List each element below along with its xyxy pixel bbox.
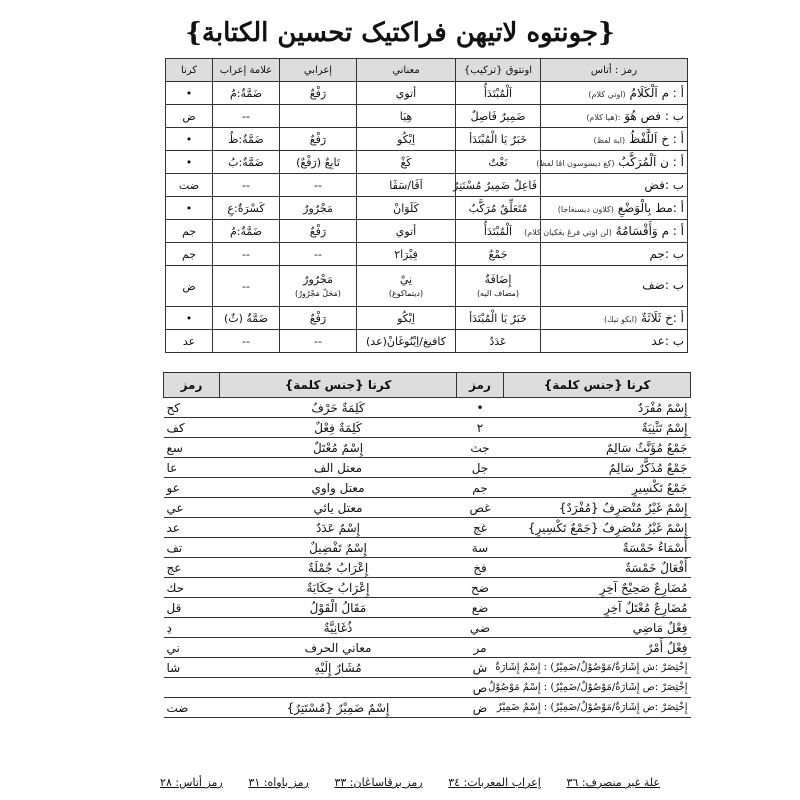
legend-table <box>163 372 691 718</box>
legend-row <box>164 658 691 678</box>
legend-name-b: إِسْمٌ عَدَدٌ <box>220 518 457 538</box>
karana-cell: عد <box>166 330 213 353</box>
legend-name-b: كَلِمَةٌ حَرْفٌ <box>220 398 457 418</box>
karana-cell: جم <box>166 220 213 243</box>
legend-name-a: جَمْعٌ مُؤَنَّثٌ سَالِمٌ <box>504 438 691 458</box>
irab-text: -- <box>314 178 322 192</box>
legend-symbol-a: جل <box>457 458 504 478</box>
mana-text: نِيْ <box>399 272 413 286</box>
legend-symbol-a: سة <box>457 538 504 558</box>
mana-text: اِيْكُو <box>397 132 415 146</box>
legend-symbol-a: ضي <box>457 618 504 638</box>
irab-text: مَجْرُورٌ <box>303 272 333 286</box>
legend-name-a: أَسْمَاءُ خَمْسَةٌ <box>504 538 691 558</box>
word-symbol: أ : خ <box>661 132 684 146</box>
footer-references <box>160 776 660 789</box>
header-karana: كرنا <box>166 59 213 82</box>
mana-cell <box>357 174 456 197</box>
word-cell <box>541 243 688 266</box>
legend-row <box>164 398 691 418</box>
legend-symbol-a: فخ <box>457 558 504 578</box>
tarkib-text: اَلْمُبْتَدَأُ <box>483 86 513 100</box>
irab-cell <box>280 151 357 174</box>
legend-name-a: مُضَارِعٌ صَحِيْحٌ آخِرٍ <box>504 578 691 598</box>
tarkib-cell <box>453 174 541 197</box>
alamah-cell: -- <box>213 105 280 128</box>
legend-name-a: مُضَارِعٌ مُعْتَلٌ آخِرٍ <box>504 598 691 618</box>
irab-text: تَابِعٌ (رَفْعٌ) <box>296 155 340 169</box>
mana-cell <box>357 266 456 307</box>
tarkib-cell <box>456 266 541 307</box>
word-cell <box>541 82 688 105</box>
analysis-row <box>166 330 688 353</box>
tarkib-text: عَدَدٌ <box>489 334 507 348</box>
word-text: بِالْوَضْعِ <box>617 201 652 215</box>
legend-name-a: جَمْعٌ مُذَكَّرٌ سَالِمٌ <box>504 458 691 478</box>
karana-cell: • <box>166 307 213 330</box>
alamah-cell: ضَمَّةٌ:بُ <box>213 151 280 174</box>
karana-cell: ض <box>166 266 213 307</box>
word-note: (كغ ديسوسون اڤا لفظ) <box>536 159 615 168</box>
mana-cell <box>357 307 456 330</box>
legend-name-a: إِسْمٌ تَثْنِيَةٌ <box>504 418 691 438</box>
tarkib-cell <box>456 330 541 353</box>
irab-text: رَفْعٌ <box>309 86 327 100</box>
analysis-row <box>166 243 688 266</box>
alamah-cell: -- <box>213 266 280 307</box>
word-note: (اوتي كلام) <box>588 90 626 99</box>
legend-symbol-a: جم <box>457 478 504 498</box>
legend-name-a: إِسْمٌ غَيْرُ مُنْصَرِفٌ {مُفْرَدٌ} <box>504 498 691 518</box>
legend-symbol-b: عي <box>164 498 220 518</box>
legend-note: إِخْتِصَرْ :ش إِشَارَةٌ/مَوْصُوْلٌ/ضَمِيْرٌ) : <box>543 662 688 673</box>
word-symbol: ب :عد <box>651 334 684 348</box>
word-text: اَلْكَلَامُ <box>629 86 658 100</box>
legend-row <box>164 558 691 578</box>
irab-cell <box>280 220 357 243</box>
mana-text: كَغْ <box>400 155 412 169</box>
analysis-table <box>165 58 688 353</box>
legend-row <box>164 538 691 558</box>
word-symbol: ب :جم <box>649 247 684 261</box>
legend-name-a <box>488 678 691 698</box>
tarkib-text: مُتَعَلِّقٌ مُرَكَّبٌ <box>468 201 528 215</box>
mana-cell <box>357 330 456 353</box>
legend-symbol-b: كح <box>164 398 220 418</box>
header-irab: إعرابي <box>280 59 357 82</box>
word-note: (ايكو تيڬ) <box>603 315 638 324</box>
legend-row <box>164 498 691 518</box>
legend-symbol-a: • <box>457 398 504 418</box>
analysis-row <box>166 105 688 128</box>
karana-cell: • <box>166 82 213 105</box>
legend-symbol-a: غج <box>457 518 504 538</box>
tarkib-cell <box>456 197 541 220</box>
footer-ref-murabat: إعراب المعربات: ٣٤ <box>448 776 541 789</box>
word-cell <box>541 197 688 220</box>
tarkib-cell <box>456 307 541 330</box>
legend-symbol-b: ضت <box>164 698 220 718</box>
word-cell <box>536 151 688 174</box>
legend-name-a: إِسْمٌ مُفْرَدٌ <box>504 398 691 418</box>
mana-cell <box>357 243 456 266</box>
word-note: (كلاون ديسنغاجا) <box>557 205 614 214</box>
header-symbol: رمز : أتاس <box>541 59 688 82</box>
tarkib-cell <box>456 82 541 105</box>
mana-cell <box>357 128 456 151</box>
legend-symbol-a: ضح <box>457 578 504 598</box>
word-note: (لن اوتي فرڠ بڠكيان كلام) <box>524 228 612 237</box>
legend-name-b: مُشَارٌ إِلَيْهِ <box>220 658 457 678</box>
tarkib-text: إِضَافَةٌ <box>484 272 512 286</box>
legend-row <box>164 578 691 598</box>
legend-symbol-a: ٢ <box>457 418 504 438</box>
legend-row <box>164 458 691 478</box>
legend-name-a-text: إِسْمٌ ضَمِيْرٌ <box>496 702 541 713</box>
mana-cell <box>357 151 456 174</box>
mana-text: اِيْكُو <box>397 311 415 325</box>
legend-header-karana-a: كرنا {جنس كلمة} <box>504 373 691 398</box>
word-text: ثَلَاثَةٌ <box>640 311 662 325</box>
word-cell <box>541 174 688 197</box>
tarkib-cell <box>456 105 541 128</box>
word-note: :(هيا كلام) <box>586 113 621 122</box>
mana-text: اَڤَا/سَڤَا <box>389 178 423 192</box>
legend-name-b: ذُغَانِيَّةٌ <box>220 618 457 638</box>
analysis-row <box>166 307 688 330</box>
legend-name-a: إِسْمٌ غَيْرُ مُنْصَرِفٌ {جَمْعٌ تَكْسِيرٍ} <box>504 518 691 538</box>
legend-name-b: إِعْرَابُ حِكَايَةٌ <box>220 578 457 598</box>
mana-cell <box>357 82 456 105</box>
legend-name-b: إِسْمٌ تَفْضِيلٌ <box>220 538 457 558</box>
mana-text: هِيَا <box>399 109 413 123</box>
legend-row <box>164 618 691 638</box>
legend-note: إِخْتِصَرْ :ص إِشَارَةٌ/مَوْصُوْلٌ/ضَمِيْرٌ) : <box>543 682 688 693</box>
karana-cell: • <box>166 197 213 220</box>
word-cell <box>541 330 688 353</box>
word-symbol: أ :مط <box>654 201 684 215</box>
word-text: اَللَّفْظُ <box>628 132 658 146</box>
legend-symbol-a: ش <box>457 658 504 678</box>
word-text: هُوَ <box>624 109 637 123</box>
footer-ref-pairing: رمز برڤاساڠان: ٣٣ <box>334 776 423 789</box>
legend-note: إِخْتِصَرْ :ض إِشَارَةٌ/مَوْصُوْلٌ/ضَمِيْرٌ) : <box>543 702 688 713</box>
legend-row <box>164 518 691 538</box>
legend-name-a <box>496 698 691 718</box>
mana-text: كَلَوَانْ <box>393 201 419 215</box>
irab-cell <box>280 330 357 353</box>
mana-text: أتوي <box>395 224 417 238</box>
legend-name-b: مَقَالُ الْقَوْلُ <box>220 598 457 618</box>
legend-name-b: إِسْمٌ ضَمِيْرٌ {مُسْتَتِرٌ} <box>220 698 457 718</box>
legend-name-b: معاني الحرف <box>220 638 457 658</box>
karana-cell: جم <box>166 243 213 266</box>
tarkib-cell <box>456 128 541 151</box>
legend-symbol-a: جث <box>457 438 504 458</box>
alamah-cell: ضَمَّةٌ (ثٌ) <box>213 307 280 330</box>
irab-cell <box>280 128 357 151</box>
header-alamah: علامة إعراب <box>213 59 280 82</box>
mana-cell <box>357 105 456 128</box>
word-symbol: أ : ن <box>660 155 684 169</box>
legend-name-b: إِسْمٌ مُعْتَلٌ <box>220 438 457 458</box>
word-symbol: أ : م <box>661 86 684 100</box>
analysis-row <box>166 151 688 174</box>
analysis-header-row <box>166 59 688 82</box>
footer-ref-below: رمز باواه: ٣١ <box>248 776 309 789</box>
irab-cell <box>280 197 357 220</box>
word-cell <box>541 307 688 330</box>
alamah-cell: ضَمَّةٌ:مُ <box>213 220 280 243</box>
irab-text: -- <box>314 247 322 261</box>
legend-row <box>164 598 691 618</box>
tarkib-cell <box>456 151 541 174</box>
analysis-row <box>166 266 688 307</box>
word-symbol: أ : م <box>661 224 684 238</box>
legend-symbol-a: مر <box>457 638 504 658</box>
page-title: {جونتوه لاتيهن فراكتيک تحسين الكتابة} <box>185 18 615 48</box>
irab-text: رَفْعٌ <box>309 311 327 325</box>
legend-symbol-a: ض <box>457 698 504 718</box>
legend-symbol-b: عج <box>164 558 220 578</box>
word-cell <box>541 105 688 128</box>
karana-cell: • <box>166 128 213 151</box>
analysis-row <box>166 82 688 105</box>
header-mana: معناني <box>357 59 456 82</box>
legend-symbol-b: قل <box>164 598 220 618</box>
word-cell <box>524 220 688 243</box>
alamah-cell: -- <box>213 174 280 197</box>
word-cell <box>541 266 688 307</box>
legend-symbol-b: سع <box>164 438 220 458</box>
alamah-cell: -- <box>213 243 280 266</box>
word-text: وَأَقْسَامُهُ <box>615 224 658 238</box>
tarkib-text: فَاعِلٌ ضَمِيرٌ مُسْتَتِرٌ <box>453 178 537 192</box>
analysis-row <box>166 174 688 197</box>
legend-symbol-b: شا <box>164 658 220 678</box>
irab-cell <box>280 243 357 266</box>
word-symbol: أ :خ <box>665 311 684 325</box>
legend-row <box>164 438 691 458</box>
legend-row <box>164 478 691 498</box>
mana-text: فِيْرَا٢ <box>394 247 418 261</box>
mana-text: كافيغ/اِيْنُوغَانْ(عد) <box>366 334 446 348</box>
irab-cell <box>280 266 357 307</box>
legend-name-a: أَفْعَالٌ خَمْسَةٌ <box>504 558 691 578</box>
alamah-cell: ضَمَّةٌ:ظُ <box>213 128 280 151</box>
header-tarkib: اونتوق {تركيب} <box>456 59 541 82</box>
analysis-row <box>166 197 688 220</box>
irab-note: (مَحَلّ مَجْرُورٌ) <box>295 288 341 298</box>
irab-text: مَجْرُورٌ <box>303 201 333 215</box>
legend-symbol-a: غص <box>457 498 504 518</box>
alamah-cell: كَسْرَةٌ:عِ <box>213 197 280 220</box>
legend-symbol-b: عد <box>164 518 220 538</box>
word-cell <box>541 128 688 151</box>
legend-symbol-a: ضع <box>457 598 504 618</box>
footer-ref-above: رمز أتاس: ٢٨ <box>160 776 223 789</box>
legend-header-ramz-a: رمز <box>457 373 504 398</box>
legend-symbol-b: حك <box>164 578 220 598</box>
legend-name-a: فِعْلٌ مَاضِي <box>504 618 691 638</box>
word-symbol: ب :فض <box>644 178 684 192</box>
legend-name-b: معتل الف <box>220 458 457 478</box>
karana-cell: ضت <box>166 174 213 197</box>
legend-name-a <box>495 658 691 678</box>
tarkib-text: اَلْمُبْتَدَأُ <box>483 224 513 238</box>
legend-name-a-text: إِسْمٌ إِشَارَةٌ <box>495 662 541 673</box>
tarkib-text: خَبَرٌ يَا الْمُبْتَدَأ <box>469 311 527 325</box>
legend-row <box>164 418 691 438</box>
mana-text: أتوي <box>395 86 417 100</box>
irab-text: رَفْعٌ <box>309 132 327 146</box>
legend-name-b <box>220 678 457 698</box>
irab-cell <box>280 307 357 330</box>
tarkib-cell <box>456 243 541 266</box>
irab-cell <box>280 105 357 128</box>
legend-row <box>164 638 691 658</box>
word-note: (اية لفظ) <box>593 136 626 145</box>
legend-row <box>164 678 691 698</box>
legend-name-a: جَمْعٌ تَكْسِيرٍ <box>504 478 691 498</box>
irab-cell <box>280 82 357 105</box>
legend-name-b: كَلِمَةٌ فِعْلٌ <box>220 418 457 438</box>
alamah-cell: -- <box>213 330 280 353</box>
word-text: اَلْمُرَكَّبُ <box>618 155 657 169</box>
karana-cell: • <box>166 151 213 174</box>
irab-text: -- <box>314 334 322 348</box>
mana-cell <box>357 197 456 220</box>
legend-name-b: إِعْرَابُ جُمْلَةٌ <box>220 558 457 578</box>
legend-header-ramz-b: رمز <box>164 373 220 398</box>
legend-symbol-b: ڍ <box>164 618 220 638</box>
word-symbol: ب : فص <box>640 109 684 123</box>
footer-ref-ghair-munsarif: علة غير منصرف: ٣٦ <box>566 776 660 789</box>
tarkib-text: نَعْتٌ <box>488 155 508 169</box>
legend-symbol-a: ص <box>457 678 504 698</box>
analysis-row <box>166 128 688 151</box>
legend-name-a-text: إِسْمٌ مَوْصُوْلٌ <box>488 682 541 693</box>
karana-cell: ض <box>166 105 213 128</box>
legend-symbol-b: عو <box>164 478 220 498</box>
legend-header-row <box>164 373 691 398</box>
tarkib-text: ضَمِيرٌ فَاصِلٌ <box>470 109 526 123</box>
legend-symbol-b: تف <box>164 538 220 558</box>
legend-symbol-b: عا <box>164 458 220 478</box>
legend-name-b: معتل يائي <box>220 498 457 518</box>
alamah-cell: ضَمَّةٌ:مُ <box>213 82 280 105</box>
legend-symbol-b: كف <box>164 418 220 438</box>
analysis-row <box>166 220 688 243</box>
word-symbol: ب :ضف <box>642 278 684 292</box>
irab-cell <box>280 174 357 197</box>
mana-cell <box>357 220 456 243</box>
tarkib-text: جَمْعٌ <box>488 247 508 261</box>
legend-row <box>164 698 691 718</box>
tarkib-note: (مضاف اليه) <box>476 288 520 298</box>
legend-name-a: فِعْلٌ أَمْرٌ <box>504 638 691 658</box>
legend-header-karana-b: كرنا {جنس كلمة} <box>220 373 457 398</box>
mana-note: (ديتماكوغ) <box>388 288 424 298</box>
legend-name-b: معتل واوي <box>220 478 457 498</box>
tarkib-text: خَبَرٌ يَا الْمُبْتَدَأ <box>469 132 527 146</box>
legend-symbol-b: ني <box>164 638 220 658</box>
irab-text: رَفْعٌ <box>309 224 327 238</box>
legend-symbol-b <box>164 678 220 698</box>
